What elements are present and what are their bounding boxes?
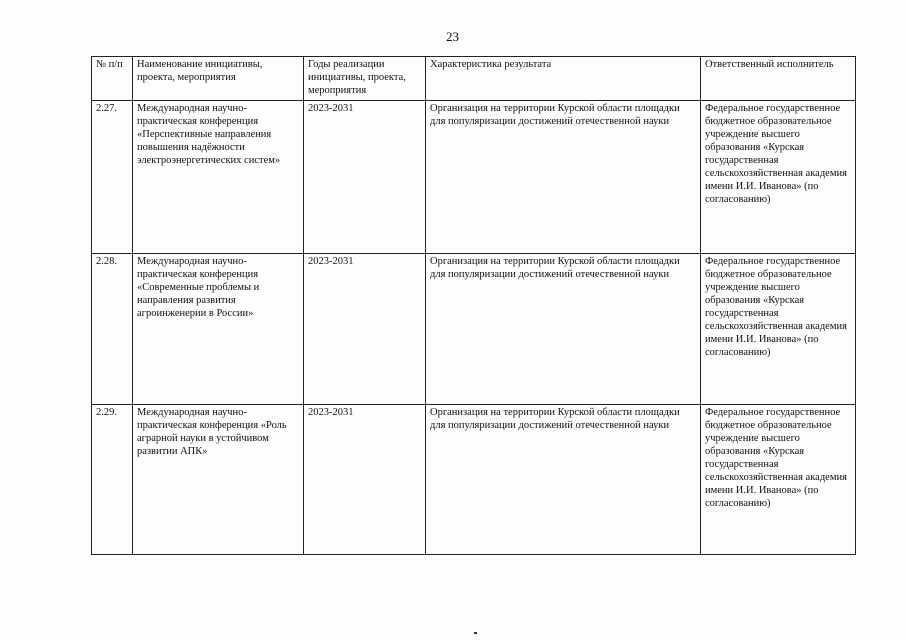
row-name: Международная научно-практическая конференция «Роль аграрной науки в устойчивом развитии АПК» — [133, 405, 304, 555]
row-result: Организация на территории Курской области площадки для популяризации достижений отечественной науки — [426, 254, 701, 405]
header-years: Годы реализации инициативы, проекта, мероприятия — [304, 57, 426, 101]
header-executor: Ответственный исполнитель — [701, 57, 856, 101]
row-result: Организация на территории Курской области площадки для популяризации достижений отечественной науки — [426, 101, 701, 254]
table-row — [92, 405, 856, 555]
row-executor: Федеральное государственное бюджетное образовательное учреждение высшего образования «Курская государственная сельскохозяйственная академия имени И.И. Иванова» (по согласованию) — [701, 254, 856, 405]
header-result: Характеристика результата — [426, 57, 701, 101]
activities-table — [91, 56, 856, 555]
table-header-row — [92, 57, 856, 101]
header-number: № п/п — [92, 57, 133, 101]
header-name: Наименование инициативы, проекта, мероприятия — [133, 57, 304, 101]
row-number: 2.28. — [92, 254, 133, 405]
row-name: Международная научно-практическая конференция «Перспективные направления повышения надёжности электроэнергетических систем» — [133, 101, 304, 254]
row-result: Организация на территории Курской области площадки для популяризации достижений отечественной науки — [426, 405, 701, 555]
row-number: 2.27. — [92, 101, 133, 254]
row-years: 2023-2031 — [304, 405, 426, 555]
table-row — [92, 101, 856, 254]
table-row — [92, 254, 856, 405]
row-years: 2023-2031 — [304, 254, 426, 405]
scan-artifact — [474, 632, 477, 634]
row-name: Международная научно-практическая конференция «Современные проблемы и направления развития агроинженерии в России» — [133, 254, 304, 405]
row-executor: Федеральное государственное бюджетное образовательное учреждение высшего образования «Курская государственная сельскохозяйственная академия имени И.И. Иванова» (по согласованию) — [701, 405, 856, 555]
row-years: 2023-2031 — [304, 101, 426, 254]
row-executor: Федеральное государственное бюджетное образовательное учреждение высшего образования «Курская государственная сельскохозяйственная академия имени И.И. Иванова» (по согласованию) — [701, 101, 856, 254]
row-number: 2.29. — [92, 405, 133, 555]
page-number: 23 — [446, 29, 459, 44]
